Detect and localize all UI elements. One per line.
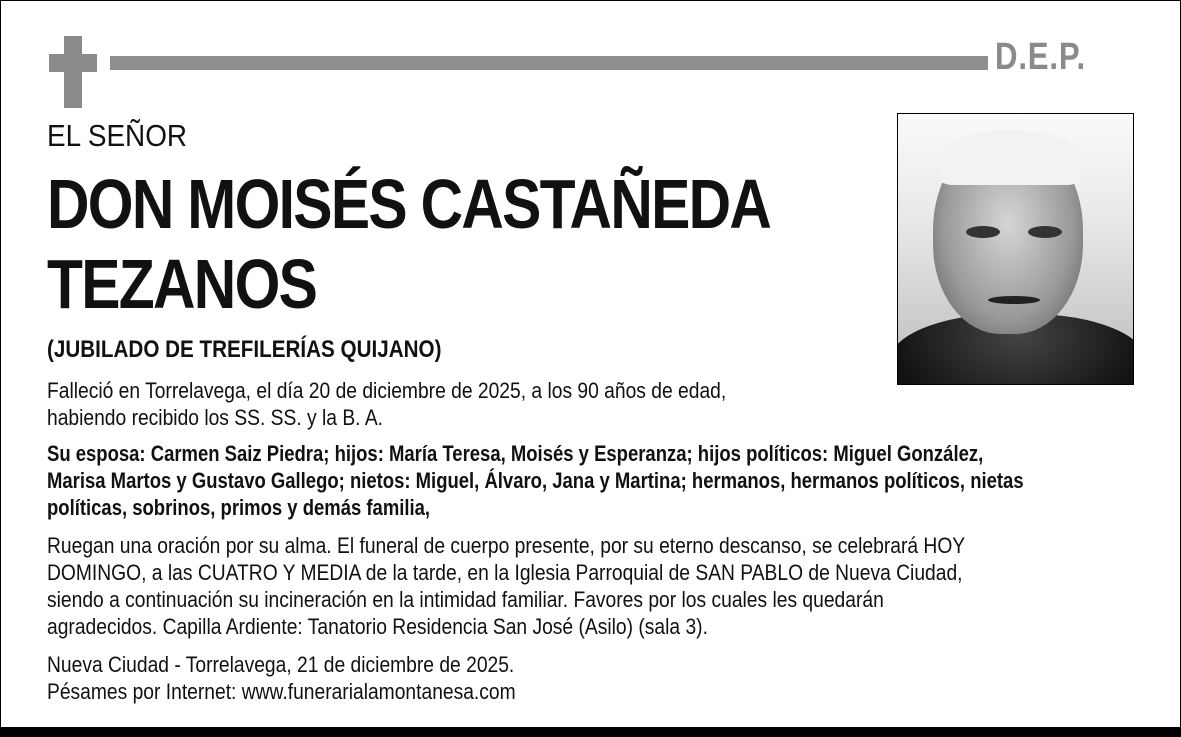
funeral-text-line: agradecidos. Capilla Ardiente: Tanatorio Residencia San José (Asilo) (sala 3). <box>47 614 708 639</box>
family-text-line: políticas, sobrinos, primos y demás familia, <box>47 495 431 520</box>
funeral-text-line: siendo a continuación su incineración en la intimidad familiar. Favores por los cuales les quedarán <box>47 587 884 612</box>
dep-label: D.E.P. <box>995 36 1086 78</box>
death-text-line: habiendo recibido los SS. SS. y la B. A. <box>47 405 384 430</box>
photo-hair <box>940 130 1080 185</box>
header-rule <box>110 56 988 70</box>
family-text-line: Su esposa: Carmen Saiz Piedra; hijos: María Teresa, Moisés y Esperanza; hijos políticos: Miguel González, <box>47 441 984 466</box>
title-prefix: EL SEÑOR <box>47 118 188 153</box>
deceased-name-line-2: TEZANOS <box>47 245 317 323</box>
funeral-text-line: Ruegan una oración por su alma. El funeral de cuerpo presente, por su eterno descanso, se celebrará HOY <box>47 533 966 558</box>
funeral-text-line: DOMINGO, a las CUATRO Y MEDIA de la tarde, en la Iglesia Parroquial de SAN PABLO de Nueva Ciudad, <box>47 560 963 585</box>
deceased-name-line-1: DON MOISÉS CASTAÑEDA <box>47 165 771 243</box>
family-text-line: Marisa Martos y Gustavo Gallego; nietos: Miguel, Álvaro, Jana y Martina; hermanos, hermanos políticos, nietas <box>47 468 1024 493</box>
deceased-photo <box>897 113 1134 385</box>
photo-eye <box>1028 226 1062 238</box>
subtitle: (JUBILADO DE TREFILERÍAS QUIJANO) <box>47 336 442 363</box>
photo-mouth <box>988 296 1040 304</box>
cross-icon-arm <box>49 54 97 72</box>
bottom-border <box>0 727 1181 737</box>
footer-date-line: Nueva Ciudad - Torrelavega, 21 de diciembre de 2025. <box>47 652 515 677</box>
cross-icon <box>64 36 82 108</box>
photo-eye <box>966 226 1000 238</box>
footer-website-line: Pésames por Internet: www.funerarialamontanesa.com <box>47 679 516 704</box>
death-text-line: Falleció en Torrelavega, el día 20 de diciembre de 2025, a los 90 años de edad, <box>47 378 727 403</box>
